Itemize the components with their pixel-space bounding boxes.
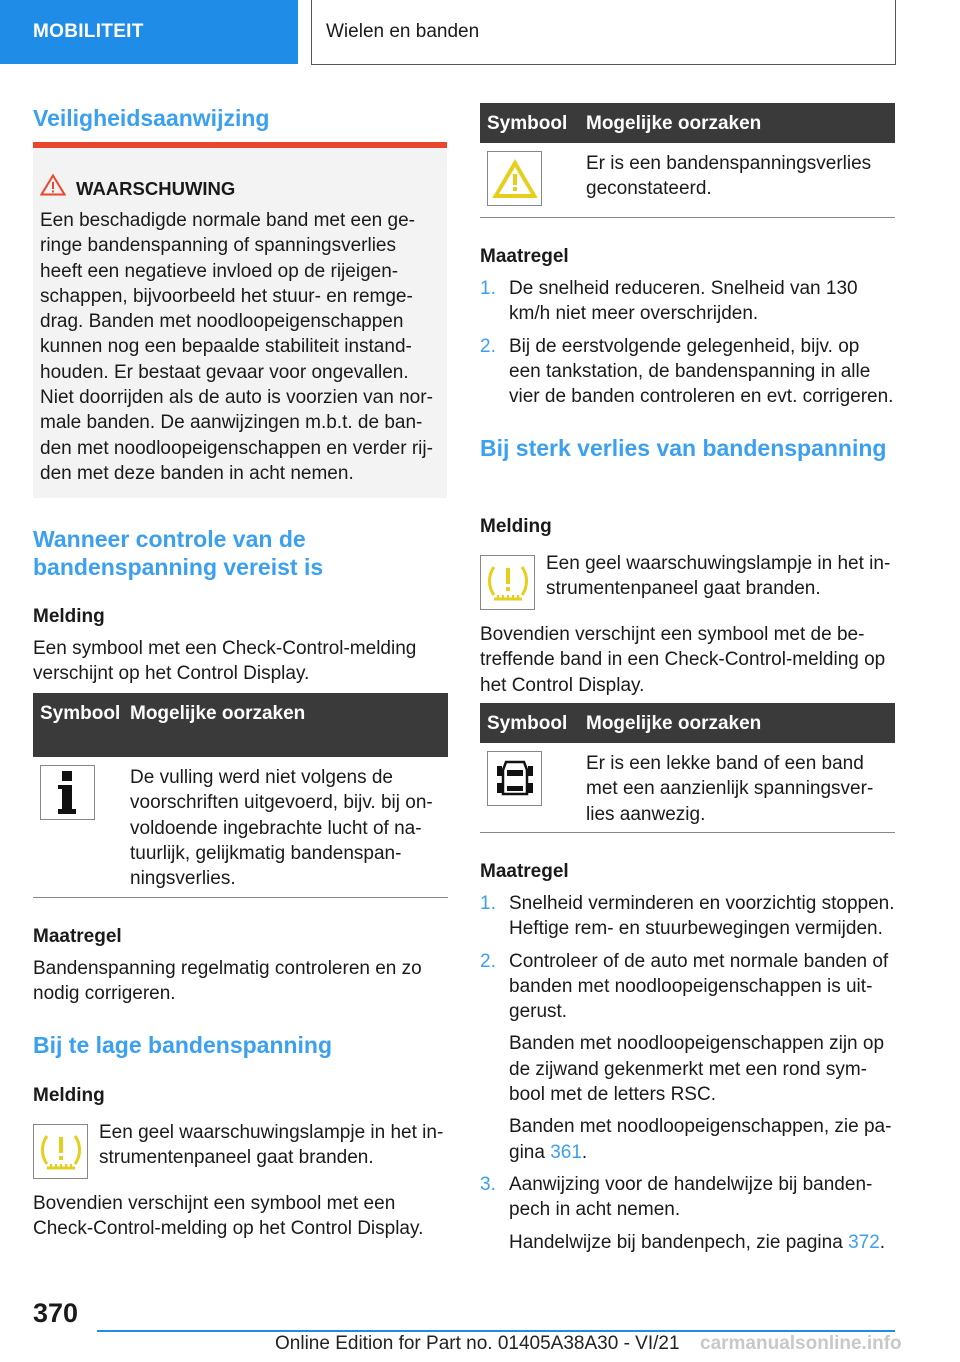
list-subparagraph: Banden met noodloopeigenschappen zijn op de zijwand gekenmerkt met een rond symbool met de letters RSC.	[509, 1033, 885, 1106]
strong-loss-heading: Bij sterk verlies van bandenspanning	[480, 435, 887, 461]
safety-heading: Veiligheidsaanwijzing	[33, 105, 270, 131]
chapter-title: Wielen en banden	[311, 0, 896, 65]
low-after-text: Bovendien verschijnt een symbool met een Check-Control-melding op het Control Display.	[33, 1193, 424, 1240]
maatregel-label: Maatregel	[33, 926, 122, 947]
warning-label: WAARSCHUWING	[76, 177, 236, 199]
check-melding-label: Melding	[33, 606, 105, 627]
page-number: 370	[33, 1298, 79, 1328]
table-header	[33, 693, 448, 757]
low-melding-label: Melding	[33, 1085, 105, 1106]
tpms-lamp-icon	[480, 555, 535, 610]
car-tire-icon	[487, 751, 542, 806]
warning-title	[40, 174, 440, 202]
table-row	[480, 143, 895, 218]
low-pressure-heading: Bij te lage bandenspanning	[33, 1032, 333, 1058]
table-loss	[480, 103, 895, 218]
table-row	[480, 743, 895, 833]
strong-melding-label: Melding	[480, 516, 552, 537]
page-link-361[interactable]: 361	[550, 1141, 582, 1163]
edition-text: Online Edition for Part no. 01405A38A30 - VI/21	[275, 1333, 680, 1354]
row-causes: Er is een lekke band of een band met een aanzienlijk spanningsverlies aanwezig.	[586, 753, 874, 825]
table-strong	[480, 703, 895, 833]
check-melding-text: Een symbool met een Check-Control-melding verschijnt op het Control Display.	[33, 638, 417, 685]
section-tab: MOBILITEIT	[0, 0, 298, 64]
header-causes: Mogelijke oorzaken	[586, 713, 762, 734]
info-icon	[40, 765, 95, 820]
table-header	[480, 703, 895, 743]
strong-after-text: Bovendien verschijnt een symbool met de betreffende band in een Check-Control-melding op het Control Display.	[480, 624, 886, 696]
list-item: 2. Controleer of de auto met normale banden of banden met noodloopeigenschappen is uitgerust.	[480, 950, 889, 1023]
low-melding-text: Een geel waarschuwingslampje in het instrumentenpaneel gaat branden.	[99, 1122, 444, 1169]
tpms-lamp-icon	[33, 1124, 88, 1179]
header-symbol: Symbool	[40, 703, 121, 724]
check-heading: Wanneer controle van de bandenspanning vereist is	[33, 526, 324, 580]
header-causes: Mogelijke oorzaken	[130, 703, 306, 724]
table-header	[480, 103, 895, 143]
warning-triangle-icon	[40, 174, 66, 202]
header-symbol: Symbool	[487, 113, 568, 134]
list-item: 3. Aanwijzing voor de handelwijze bij bandenpech in acht nemen.	[480, 1173, 873, 1221]
maatregel-list	[480, 276, 895, 416]
watermark: carmanualsonline.info	[700, 1333, 902, 1354]
strong-melding-text: Een geel waarschuwingslampje in het instrumentenpaneel gaat branden.	[546, 553, 891, 600]
maatregel-list	[480, 891, 895, 1262]
maatregel-label: Maatregel	[480, 246, 569, 267]
header-symbol: Symbool	[487, 713, 568, 734]
list-item: 2. Bij de eerstvolgende gelegenheid, bijv. op een tankstation, de bandenspanning in alle vier de banden controleren en evt. corrigeren.	[480, 335, 894, 408]
list-item: 1. De snelheid reduceren. Snelheid van 130 km/h niet meer overschrijden.	[480, 278, 858, 325]
list-item: 1. Snelheid verminderen en voorzichtig stoppen. Heftige rem- en stuurbewegingen vermijden.	[480, 893, 895, 940]
header-causes: Mogelijke oorzaken	[586, 113, 762, 134]
table-row	[33, 757, 448, 898]
page-link-372[interactable]: 372	[848, 1231, 880, 1253]
list-subparagraph: Handelwijze bij bandenpech, zie pagina 372.	[509, 1231, 886, 1253]
maatregel-text: Bandenspanning regelmatig controleren en zo nodig corrigeren.	[33, 958, 422, 1005]
warning-box	[33, 142, 447, 498]
row-causes: De vulling werd niet volgens de voorschriften uitgevoerd, bijv. bij onvoldoende ingebrachte lucht of natuurlijk, gelijkmatig bandenspanningsverlies.	[130, 767, 433, 890]
warning-triangle-icon	[487, 151, 542, 206]
list-subparagraph: Banden met noodloopeigenschappen, zie pagina 361.	[509, 1116, 892, 1163]
warning-text: Een beschadigde normale band met een geringe bandenspanning of spanningsverlies heeft een negatieve invloed op de rijeigenschappen, bijvoorbeeld het stuur- en remgedrag. Banden met noodloopeigenschappen kunnen nog een bepaalde stabiliteit instandhouden. Er bestaat gevaar voor ongevallen. Niet doorrijden als de auto is voorzien van normale banden. De aanwijzingen m.b.t. de banden met noodloopeigenschappen en verder rijden met deze banden in acht nemen.	[40, 210, 433, 484]
table-check	[33, 693, 448, 898]
row-causes: Er is een bandenspanningsverlies geconstateerd.	[586, 153, 872, 200]
maatregel-label: Maatregel	[480, 861, 569, 882]
